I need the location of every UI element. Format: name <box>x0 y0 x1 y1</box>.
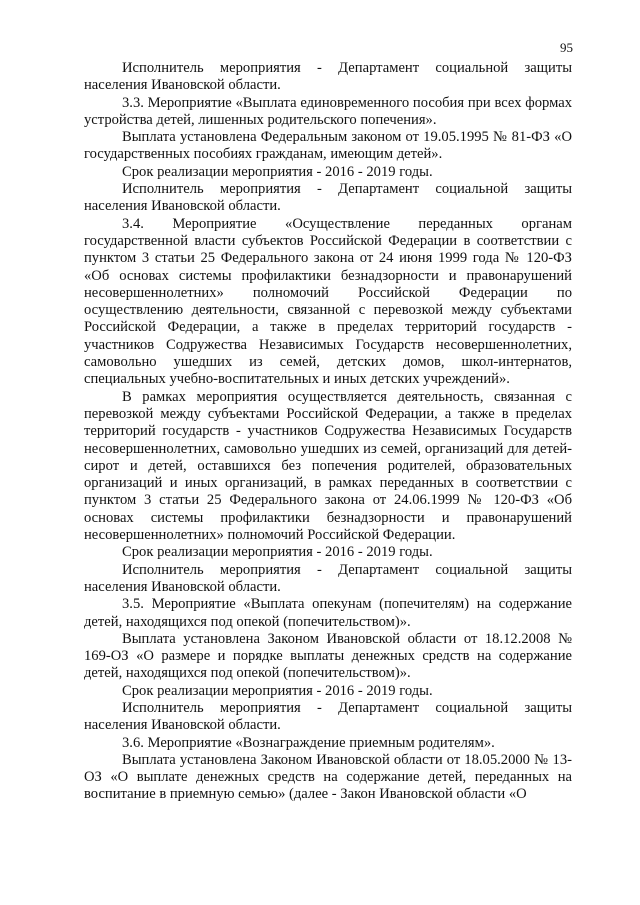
paragraph-activity-3-4: В рамках мероприятия осуществляется деятельность, связанная с перевозкой между субъектами Российской Федерации, а также в пределах территорий государств - участников Содружества Независимых Государств несовершеннолетних, самовольно ушедших из семей, организаций для детей-сирот и детей, оставшихся без попечения родителей, образовательных организаций и иных организаций, в рамках переданных в соответствии с пунктом 3 статьи 25 Федерального закона от 24.06.1999 № 120-ФЗ «Об основах системы профилактики безнадзорности и правонарушений несовершеннолетних» полномочий Российской Федерации. <box>84 388 572 544</box>
paragraph-law-3-3: Выплата установлена Федеральным законом от 19.05.1995 № 81-ФЗ «О государственных пособиях гражданам, имеющим детей». <box>84 129 572 163</box>
paragraph-law-3-5: Выплата установлена Законом Ивановской области от 18.12.2008 № 169-ОЗ «О размере и порядке выплаты денежных средств на содержание детей, находящихся под опекой (попечительством)». <box>84 630 572 682</box>
paragraph-measure-3-6: 3.6. Мероприятие «Вознаграждение приемным родителям». <box>122 734 495 751</box>
paragraph-executor-4: Исполнитель мероприятия - Департамент социальной защиты населения Ивановской области. <box>84 699 572 734</box>
paragraph-term-2: Срок реализации мероприятия - 2016 - 2019 годы. <box>122 544 433 561</box>
paragraph-executor-2: Исполнитель мероприятия - Департамент социальной защиты населения Ивановской области. <box>84 181 572 215</box>
paragraph-measure-3-3: 3.3. Мероприятие «Выплата единовременного пособия при всех формах устройства детей, лишенных родительского попечения». <box>84 94 572 128</box>
paragraph-measure-3-5: 3.5. Мероприятие «Выплата опекунам (попечителям) на содержание детей, находящихся под опекой (попечительством)». <box>84 596 572 630</box>
document-body <box>84 60 572 804</box>
paragraph-measure-3-4: 3.4. Мероприятие «Осуществление переданных органам государственной власти субъектов Российской Федерации в соответствии с пунктом 3 статьи 25 Федерального закона от 24 июня 1999 года № 120-ФЗ «Об основах системы профилактики безнадзорности и правонарушений несовершеннолетних» полномочий Российской Федерации по осуществлению деятельности, связанной с перевозкой между субъектами Российской Федерации, а также в пределах территорий государств - участников Содружества Независимых Государств несовершеннолетних, самовольно ушедших из семей, детских домов, школ-интернатов, специальных учебно-воспитательных и иных детских учреждений». <box>84 215 572 388</box>
paragraph-executor-1: Исполнитель мероприятия - Департамент социальной защиты населения Ивановской области. <box>84 60 572 94</box>
paragraph-term-3: Срок реализации мероприятия - 2016 - 2019 годы. <box>122 682 433 699</box>
paragraph-executor-3: Исполнитель мероприятия - Департамент социальной защиты населения Ивановской области. <box>84 561 572 595</box>
paragraph-law-3-6: Выплата установлена Законом Ивановской области от 18.05.2000 № 13-ОЗ «О выплате денежных средств на содержание детей, переданных на воспитание в приемную семью» (далее - Закон Ивановской области «О <box>84 751 572 803</box>
paragraph-term-1: Срок реализации мероприятия - 2016 - 2019 годы. <box>122 163 433 180</box>
page-number: 95 <box>560 40 573 55</box>
